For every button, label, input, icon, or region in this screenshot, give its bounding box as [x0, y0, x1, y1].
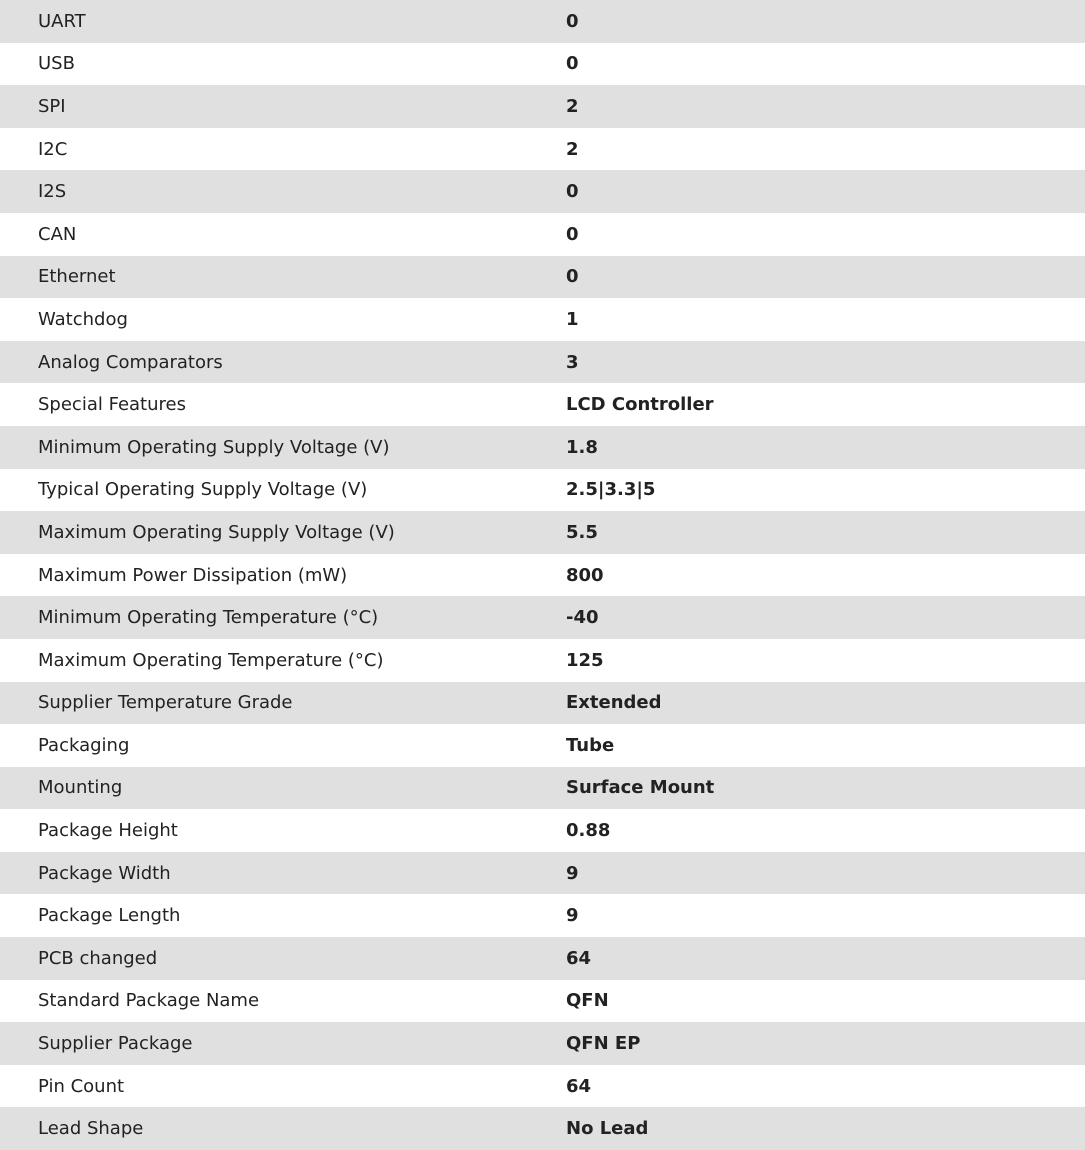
spec-row [0, 639, 1085, 682]
spec-value: 9 [566, 905, 579, 927]
spec-value: Surface Mount [566, 777, 715, 799]
spec-row [0, 554, 1085, 597]
spec-value: 64 [566, 1075, 592, 1097]
spec-label: Mounting [38, 777, 123, 799]
spec-row [0, 256, 1085, 299]
spec-label: I2C [38, 138, 68, 160]
spec-value: QFN [566, 990, 609, 1012]
spec-label: USB [38, 53, 75, 75]
spec-label: Maximum Operating Supply Voltage (V) [38, 521, 395, 543]
spec-label: CAN [38, 223, 77, 245]
spec-row [0, 1107, 1085, 1150]
spec-value: 9 [566, 862, 579, 884]
spec-row [0, 1022, 1085, 1065]
spec-value: 0 [566, 10, 579, 32]
spec-row [0, 298, 1085, 341]
spec-value: 1 [566, 308, 579, 330]
spec-row [0, 341, 1085, 384]
spec-value: 800 [566, 564, 604, 586]
spec-value: 0 [566, 266, 579, 288]
spec-label: Package Height [38, 820, 178, 842]
spec-value: 125 [566, 649, 604, 671]
spec-value: QFN EP [566, 1033, 641, 1055]
spec-row [0, 809, 1085, 852]
spec-label: Package Length [38, 905, 181, 927]
spec-value: Extended [566, 692, 662, 714]
spec-value: 64 [566, 947, 592, 969]
spec-row [0, 85, 1085, 128]
spec-label: Supplier Package [38, 1033, 193, 1055]
spec-label: Special Features [38, 394, 186, 416]
spec-value: 1.8 [566, 436, 598, 458]
spec-row [0, 469, 1085, 512]
spec-value: 2 [566, 138, 579, 160]
spec-row [0, 170, 1085, 213]
spec-row [0, 383, 1085, 426]
spec-value: 2.5|3.3|5 [566, 479, 656, 501]
spec-label: Typical Operating Supply Voltage (V) [38, 479, 368, 501]
spec-label: Minimum Operating Temperature (°C) [38, 607, 379, 629]
spec-label: Package Width [38, 862, 171, 884]
spec-value: 0 [566, 53, 579, 75]
spec-row [0, 682, 1085, 725]
spec-value: 0.88 [566, 820, 611, 842]
spec-label: Maximum Power Dissipation (mW) [38, 564, 348, 586]
spec-row [0, 128, 1085, 171]
spec-label: Pin Count [38, 1075, 125, 1097]
spec-value: 0 [566, 181, 579, 203]
spec-value: -40 [566, 607, 599, 629]
spec-row [0, 1065, 1085, 1108]
spec-value: 0 [566, 223, 579, 245]
spec-row [0, 511, 1085, 554]
spec-label: Maximum Operating Temperature (°C) [38, 649, 384, 671]
spec-row [0, 852, 1085, 895]
spec-row [0, 724, 1085, 767]
spec-value: 2 [566, 95, 579, 117]
spec-label: Supplier Temperature Grade [38, 692, 293, 714]
spec-label: I2S [38, 181, 67, 203]
spec-label: Watchdog [38, 308, 128, 330]
spec-row [0, 213, 1085, 256]
spec-row [0, 596, 1085, 639]
spec-value: Tube [566, 734, 615, 756]
spec-value: No Lead [566, 1118, 649, 1140]
spec-label: PCB changed [38, 947, 158, 969]
spec-row [0, 894, 1085, 937]
spec-label: Packaging [38, 734, 130, 756]
spec-label: SPI [38, 95, 66, 117]
spec-row [0, 980, 1085, 1023]
spec-label: Lead Shape [38, 1118, 144, 1140]
spec-row [0, 937, 1085, 980]
spec-value: LCD Controller [566, 394, 714, 416]
spec-row [0, 0, 1085, 43]
spec-label: Analog Comparators [38, 351, 223, 373]
spec-value: 5.5 [566, 521, 598, 543]
spec-label: UART [38, 10, 86, 32]
spec-row [0, 426, 1085, 469]
spec-value: 3 [566, 351, 579, 373]
spec-label: Minimum Operating Supply Voltage (V) [38, 436, 390, 458]
spec-row [0, 43, 1085, 86]
spec-label: Ethernet [38, 266, 116, 288]
spec-row [0, 767, 1085, 810]
spec-label: Standard Package Name [38, 990, 260, 1012]
